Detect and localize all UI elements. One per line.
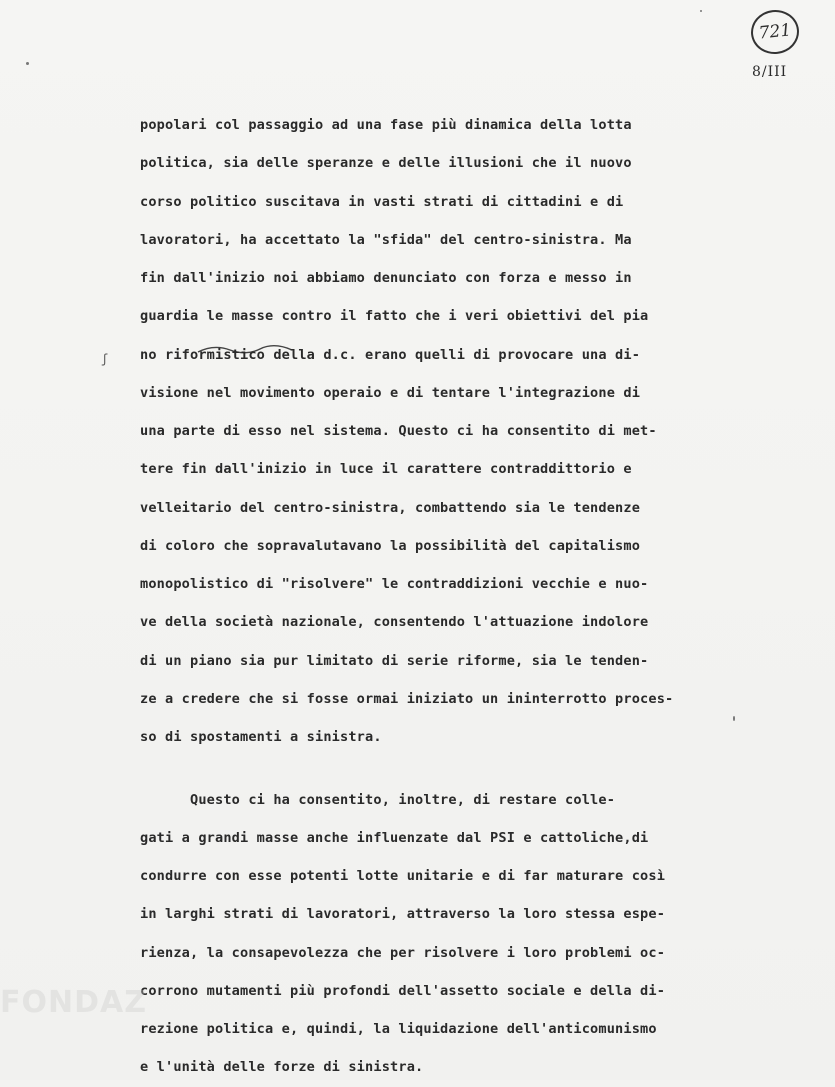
text-line: ve della società nazionale, consentendo l'attuazione indolore <box>140 614 649 631</box>
archive-stamp: 721 <box>749 8 801 57</box>
text-line: Questo ci ha consentito, inoltre, di restare colle- <box>140 791 616 808</box>
text-line: ze a credere che si fosse ormai iniziato un ininterrotto proces- <box>140 690 674 707</box>
paragraph-1 <box>140 106 780 756</box>
text-line: popolari col passaggio ad una fase più dinamica della lotta <box>140 117 632 133</box>
speck-mark <box>26 62 29 65</box>
page-number: 8/III <box>752 64 788 80</box>
text-line: monopolistico di "risolvere" le contraddizioni vecchie e nuo- <box>140 576 649 592</box>
text-line: guardia le masse contro il fatto che i veri obiettivi del pia <box>140 308 649 325</box>
margin-mark: ʃ <box>101 352 109 366</box>
text-line: rienza, la consapevolezza che per risolvere i loro problemi oc- <box>140 944 666 961</box>
text-line: velleitario del centro-sinistra, combattendo sia le tendenze <box>140 499 641 516</box>
text-line: visione nel movimento operaio e di tentare l'integrazione di <box>140 384 641 401</box>
text-line: lavoratori, ha accettato la "sfida" del centro-sinistra. Ma <box>140 231 632 248</box>
text-line: di un piano sia pur limitato di serie riforme, sia le tenden- <box>140 652 649 669</box>
text-line: corrono mutamenti più profondi dell'assetto sociale e della di- <box>140 982 666 999</box>
text-line: condurre con esse potenti lotte unitarie e di far maturare così <box>140 868 666 884</box>
document-body <box>140 106 780 1087</box>
text-line: fin dall'inizio noi abbiamo denunciato con forza e messo in <box>140 270 632 286</box>
text-line: rezione politica e, quindi, la liquidazione dell'anticomunismo <box>140 1021 657 1037</box>
text-line: gati a grandi masse anche influenzate dal PSI e cattoliche,di <box>140 829 649 846</box>
text-line: in larghi strati di lavoratori, attraverso la loro stessa espe- <box>140 906 666 923</box>
archive-watermark: FONDAZ <box>0 985 147 1020</box>
text-line: corso politico suscitava in vasti strati di cittadini e di <box>140 193 624 210</box>
text-line: so di spostamenti a sinistra. <box>140 729 382 745</box>
text-line: tere fin dall'inizio in luce il carattere contraddittorio e <box>140 461 632 478</box>
text-line: e l'unità delle forze di sinistra. <box>140 1059 424 1076</box>
text-line: di coloro che sopravalutavano la possibilità del capitalismo <box>140 537 641 554</box>
text-line: politica, sia delle speranze e delle illusioni che il nuovo <box>140 155 632 172</box>
text-line: una parte di esso nel sistema. Questo ci ha consentito di met- <box>140 423 657 439</box>
speck-mark <box>700 10 702 12</box>
text-line: no riformistico della d.c. erano quelli di provocare una di- <box>140 346 641 363</box>
paragraph-2 <box>140 781 780 1087</box>
